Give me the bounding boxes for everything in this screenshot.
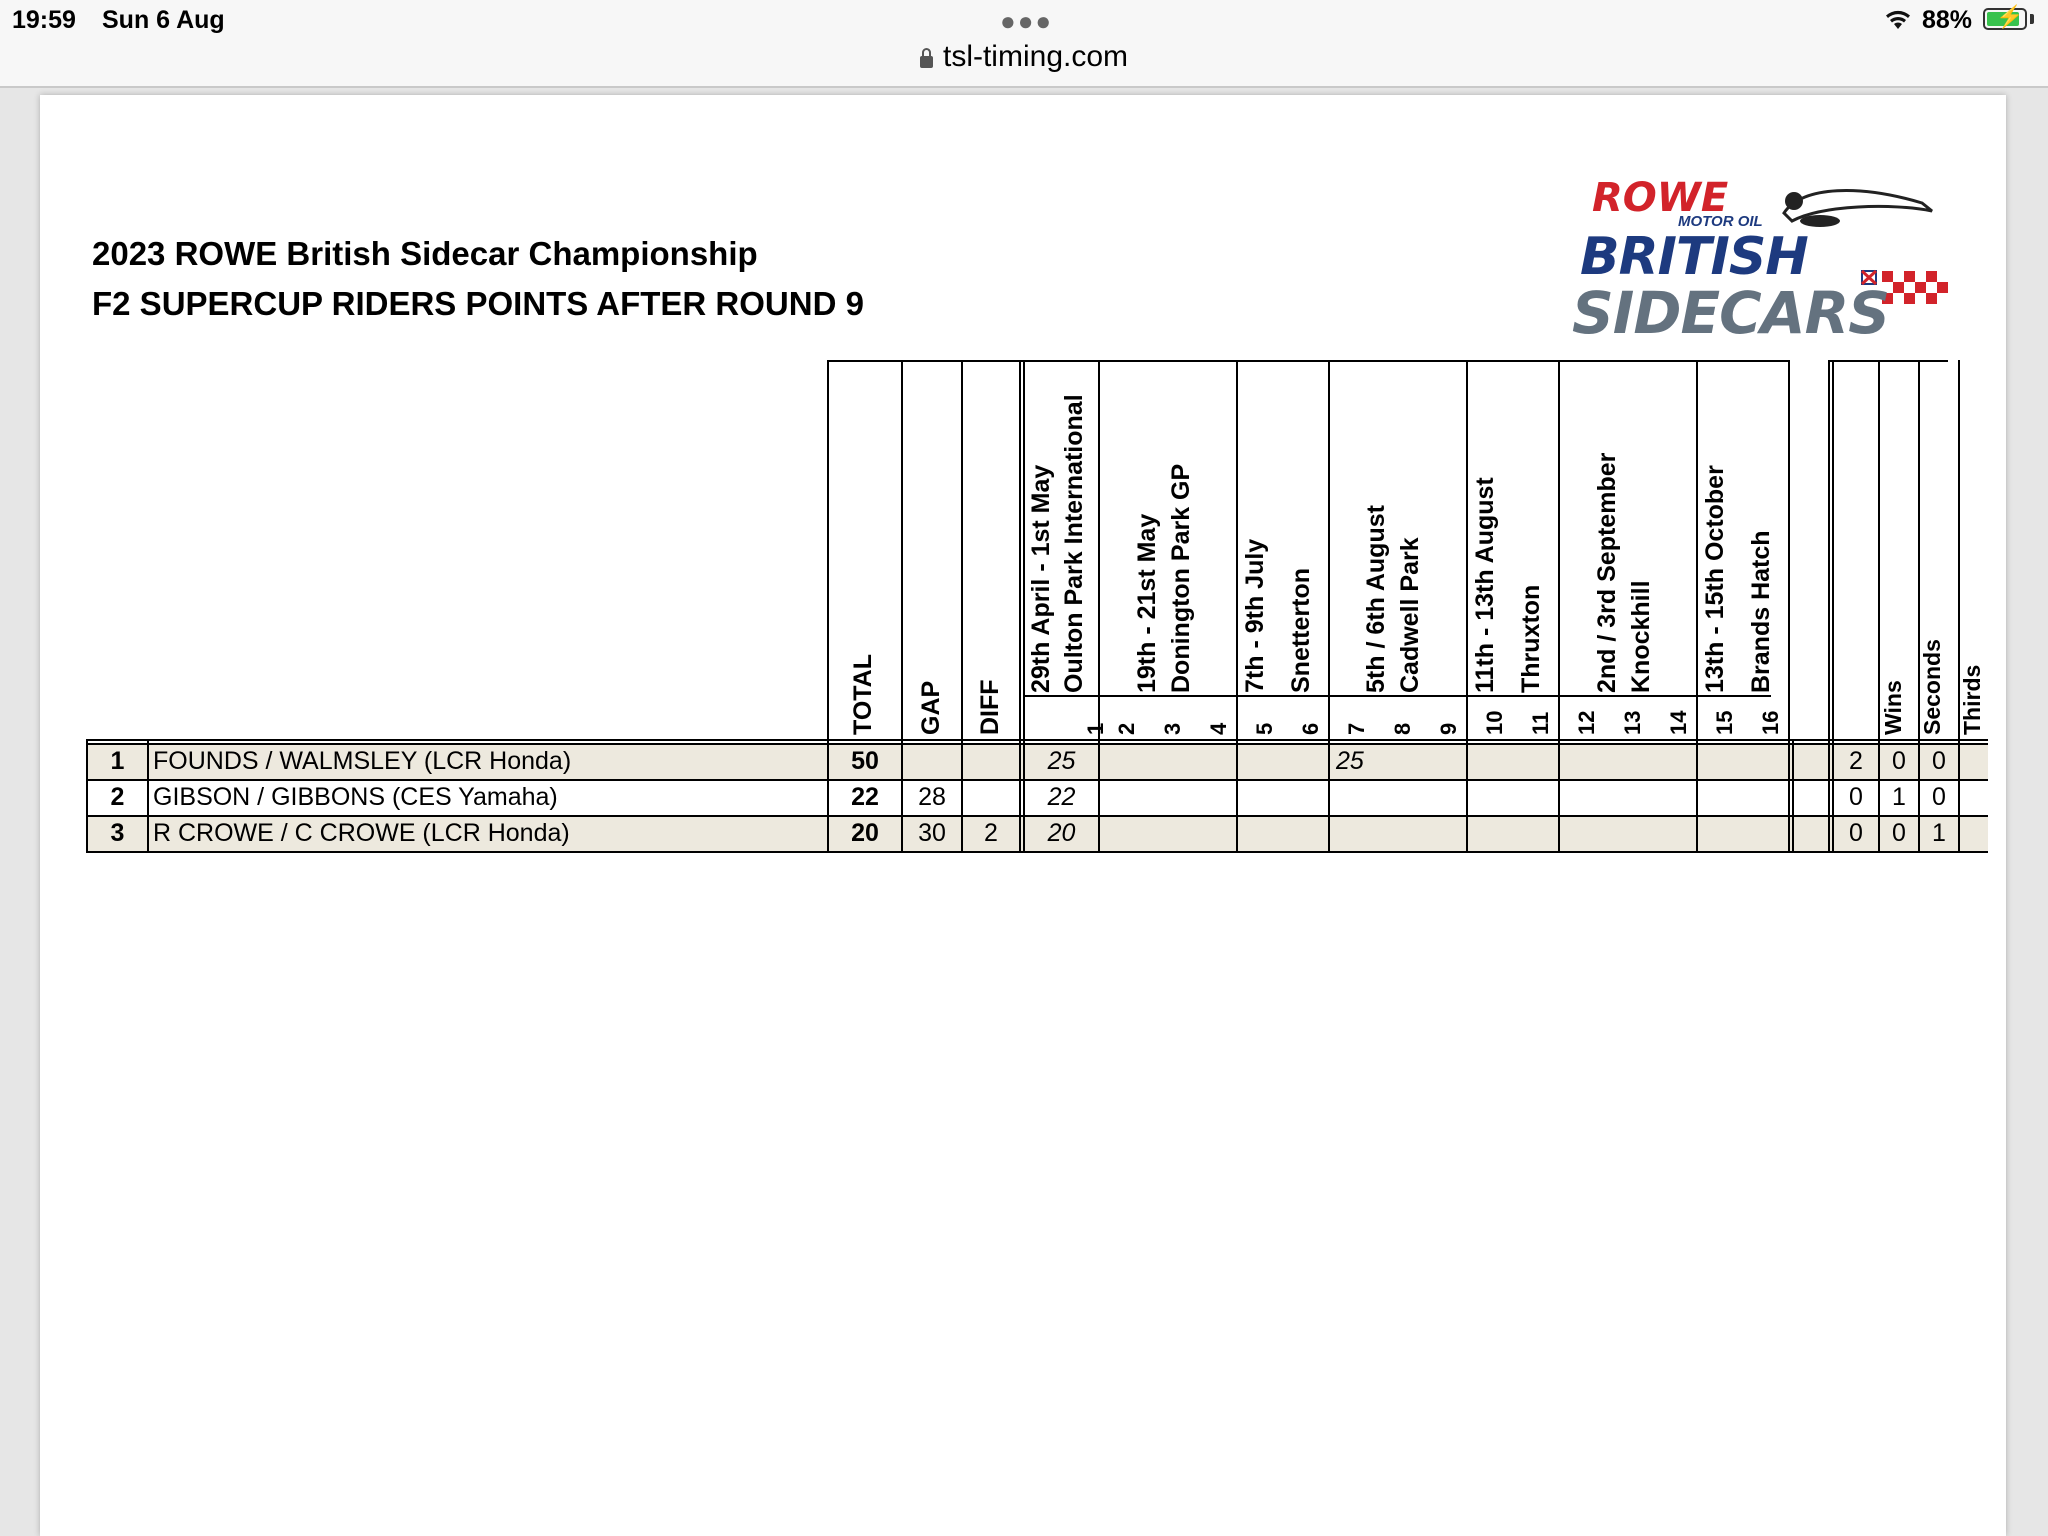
event-6-dates: 2nd / 3rd September xyxy=(1593,452,1621,693)
header-top-line-summary xyxy=(1828,360,1948,362)
round-number: 12 xyxy=(1574,710,1599,735)
wifi-icon xyxy=(1884,10,1912,30)
battery-cap xyxy=(2030,14,2034,24)
round-number: 10 xyxy=(1482,710,1507,735)
row-diff: 2 xyxy=(984,819,998,847)
row-round-1-points: 22 xyxy=(1047,783,1076,811)
row-diff xyxy=(963,743,1019,779)
header-seconds: Seconds xyxy=(1919,639,1945,735)
row-thirds: 0 xyxy=(1932,783,1946,811)
row-rider-name: R CROWE / C CROWE (LCR Honda) xyxy=(153,819,570,847)
col-line xyxy=(1098,360,1100,853)
row-wins: 0 xyxy=(1849,783,1863,811)
row-position: 3 xyxy=(110,819,125,847)
col-line xyxy=(1958,360,1960,853)
header-diff: DIFF xyxy=(976,679,1004,735)
row-seconds: 0 xyxy=(1892,819,1906,847)
event-6-venue: Knockhill xyxy=(1627,580,1655,693)
row-position: 1 xyxy=(110,747,125,775)
col-line xyxy=(1792,739,1794,853)
charging-bolt-icon: ⚡ xyxy=(1996,4,2024,29)
col-line xyxy=(1236,360,1238,853)
row-round-7-points: 25 xyxy=(1336,747,1364,775)
col-line xyxy=(1328,360,1330,853)
round-number: 5 xyxy=(1252,722,1277,735)
round-number: 13 xyxy=(1620,710,1645,735)
row-round-1-points: 25 xyxy=(1047,747,1076,775)
address-bar[interactable] xyxy=(0,40,2048,74)
row-wins: 2 xyxy=(1849,747,1863,775)
row-wins: 0 xyxy=(1849,819,1863,847)
header-top-line xyxy=(827,360,1789,362)
event-2-venue: Donington Park GP xyxy=(1167,463,1195,693)
round-number: 11 xyxy=(1528,711,1553,735)
row-gap: 28 xyxy=(918,783,946,811)
battery-percent: 88% xyxy=(1922,6,1973,34)
standings-subtitle: F2 SUPERCUP RIDERS POINTS AFTER ROUND 9 xyxy=(92,285,864,322)
body-bottom-line xyxy=(86,851,1988,853)
status-date: Sun 6 Aug xyxy=(102,6,225,34)
row-total: 50 xyxy=(851,747,879,775)
row-position: 2 xyxy=(110,783,125,811)
event-1-dates: 29th April - 1st May xyxy=(1027,464,1055,693)
row-gap xyxy=(903,743,961,779)
status-time: 19:59 xyxy=(12,6,76,34)
row-seconds: 0 xyxy=(1892,747,1906,775)
url-text: tsl-timing.com xyxy=(942,40,1129,73)
event-3-venue: Snetterton xyxy=(1287,568,1315,693)
round-number: 4 xyxy=(1206,722,1231,735)
row-thirds: 0 xyxy=(1932,747,1946,775)
lock-icon xyxy=(920,56,933,68)
round-number: 7 xyxy=(1344,722,1369,735)
header-thirds: Thirds xyxy=(1959,664,1985,735)
logo-rowe-text: ROWE xyxy=(1592,175,1729,221)
championship-title: 2023 ROWE British Sidecar Championship xyxy=(92,235,758,272)
round-number: 1 xyxy=(1083,722,1108,735)
header-total: TOTAL xyxy=(849,653,877,735)
col-line xyxy=(1466,360,1468,853)
col-line xyxy=(1828,360,1830,853)
more-dots-icon[interactable]: ●●● xyxy=(1000,6,1054,36)
logo-motoroil-text: MOTOR OIL xyxy=(1678,213,1763,230)
row-round-1-points: 20 xyxy=(1047,819,1076,847)
col-line xyxy=(1558,360,1560,853)
results-document xyxy=(40,95,2006,1536)
row-total: 22 xyxy=(851,783,879,811)
round-number: 6 xyxy=(1298,722,1323,735)
round-number: 15 xyxy=(1712,710,1737,735)
round-number: 3 xyxy=(1160,722,1185,735)
round-number-line xyxy=(1023,695,1771,697)
event-4-venue: Cadwell Park xyxy=(1396,537,1424,693)
col-line xyxy=(147,739,149,853)
event-1-venue: Oulton Park International xyxy=(1060,394,1088,693)
row-diff xyxy=(963,779,1019,815)
event-7-dates: 13th - 15th October xyxy=(1701,465,1729,693)
event-5-venue: Thruxton xyxy=(1517,584,1545,693)
row-gap: 30 xyxy=(918,819,946,847)
round-number: 16 xyxy=(1758,710,1783,735)
row-seconds: 1 xyxy=(1892,783,1906,811)
browser-top-bar xyxy=(0,0,2048,88)
logo-british-text: BRITISH xyxy=(1580,227,1808,287)
event-7-venue: Brands Hatch xyxy=(1747,530,1775,693)
event-4-dates: 5th / 6th August xyxy=(1362,505,1390,693)
round-number: 9 xyxy=(1436,722,1461,735)
row-thirds: 1 xyxy=(1932,819,1946,847)
row-rider-name: GIBSON / GIBBONS (CES Yamaha) xyxy=(153,783,558,811)
round-number: 8 xyxy=(1390,722,1415,735)
row-total: 20 xyxy=(851,819,879,847)
logo-sidecars-text: SIDECARS xyxy=(1572,279,1890,347)
event-3-dates: 7th - 9th July xyxy=(1241,538,1269,693)
body-top-line-a xyxy=(86,739,1988,741)
col-line xyxy=(1019,360,1021,853)
col-line xyxy=(1696,360,1698,853)
header-gap: GAP xyxy=(917,680,945,735)
round-number: 14 xyxy=(1666,710,1691,735)
round-number: 2 xyxy=(1114,722,1139,735)
header-wins: Wins xyxy=(1880,680,1906,735)
row-rider-name: FOUNDS / WALMSLEY (LCR Honda) xyxy=(153,747,572,775)
event-5-dates: 11th - 13th August xyxy=(1471,477,1499,693)
event-2-dates: 19th - 21st May xyxy=(1133,513,1161,693)
col-line xyxy=(1788,360,1790,853)
